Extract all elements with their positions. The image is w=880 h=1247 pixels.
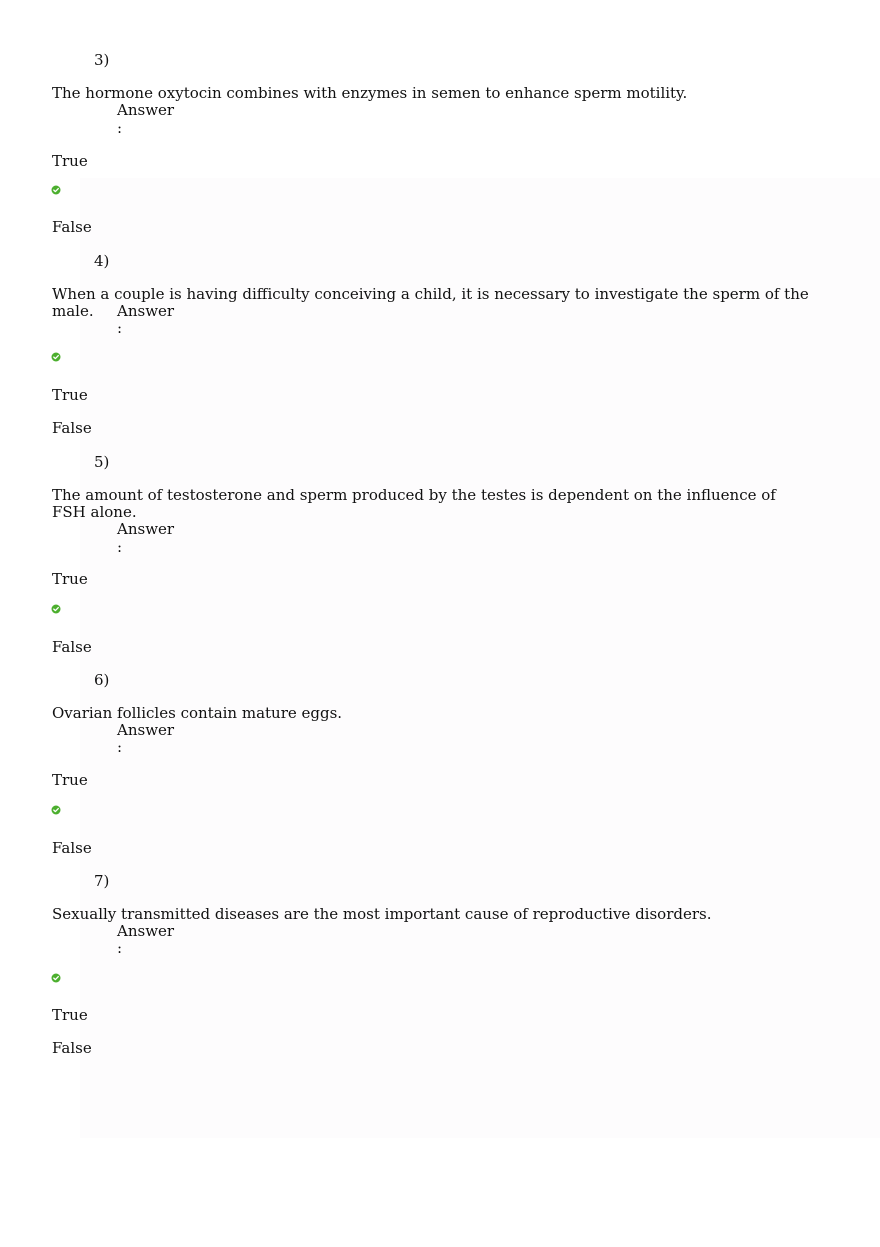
answer-colon: : <box>117 939 123 957</box>
option-false[interactable]: False <box>52 218 92 236</box>
question-text: When a couple is having difficulty conceiving a child, it is necessary to investigate the sperm of the male. <box>52 285 809 320</box>
option-true[interactable]: True <box>52 771 88 789</box>
question-number: 7) <box>94 872 110 890</box>
option-false[interactable]: False <box>52 839 92 857</box>
question-number: 6) <box>94 671 110 689</box>
answer-label: Answer <box>117 520 175 538</box>
question-text: Sexually transmitted diseases are the most important cause of reproductive disorders. <box>52 905 712 923</box>
question-text: The hormone oxytocin combines with enzymes in semen to enhance sperm motility. <box>52 84 688 102</box>
option-false[interactable]: False <box>52 638 92 656</box>
question-number: 5) <box>94 453 110 471</box>
option-false[interactable]: False <box>52 1039 92 1057</box>
option-true[interactable]: True <box>52 386 88 404</box>
check-circle-icon <box>51 973 61 983</box>
answer-label: Answer <box>117 721 175 739</box>
check-circle-icon <box>51 805 61 815</box>
option-true[interactable]: True <box>52 570 88 588</box>
answer-colon: : <box>117 538 123 556</box>
check-circle-icon <box>51 604 61 614</box>
answer-label: Answer <box>117 101 175 119</box>
option-true[interactable]: True <box>52 152 88 170</box>
answer-label: Answer <box>117 302 175 320</box>
question-text: The amount of testosterone and sperm produced by the testes is dependent on the influence of FSH alone. <box>52 486 776 521</box>
option-true[interactable]: True <box>52 1006 88 1024</box>
question-text: Ovarian follicles contain mature eggs. <box>52 704 343 722</box>
option-false[interactable]: False <box>52 419 92 437</box>
question-number: 3) <box>94 51 110 69</box>
answer-colon: : <box>117 119 123 137</box>
check-circle-icon <box>51 352 61 362</box>
answer-colon: : <box>117 319 123 337</box>
page-background <box>80 178 880 1138</box>
question-number: 4) <box>94 252 110 270</box>
check-circle-icon <box>51 185 61 195</box>
answer-label: Answer <box>117 922 175 940</box>
answer-colon: : <box>117 738 123 756</box>
